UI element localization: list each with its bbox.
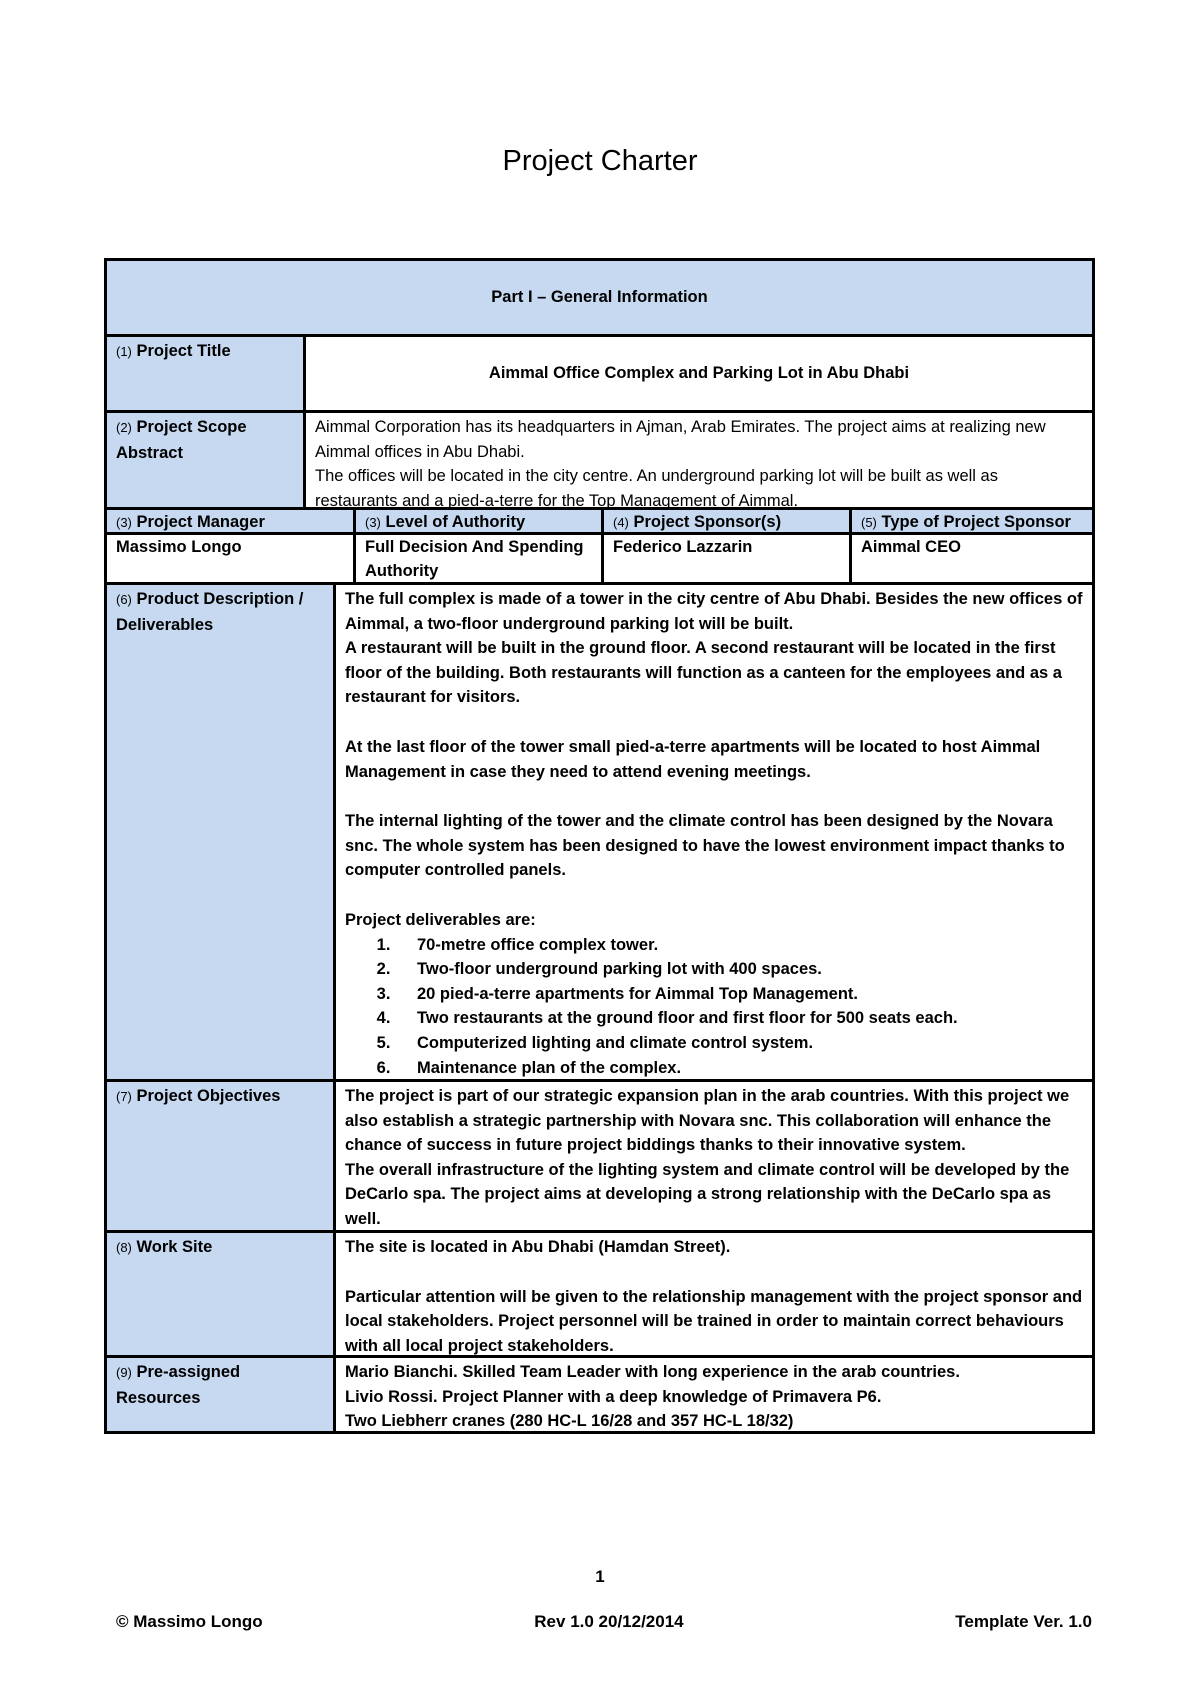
sponsor-type-label [852, 510, 1092, 532]
field-number: (8) [116, 1240, 132, 1255]
resource-line: Livio Rossi. Project Planner with a deep knowledge of Primavera P6. [345, 1387, 882, 1406]
scope-line: The offices will be located in the city centre. An underground parking lot will be built as well as restaurants and a pied-a-terre for the Top Management of Aimmal. [315, 467, 998, 510]
field-label: Project Title [136, 342, 231, 360]
field-label: Level of Authority [385, 513, 526, 531]
page-footer [116, 1612, 1092, 1632]
resources-label [107, 1358, 336, 1431]
people-header-row [104, 507, 1095, 535]
sponsor-label [604, 510, 852, 532]
charter-table [104, 258, 1095, 1434]
list-item: 6. Maintenance plan of the complex. [395, 1056, 1083, 1081]
product-paragraph: The internal lighting of the tower and the climate control has been designed by the Novara snc. The whole system has been designed to have the lowest environment impact thanks to computer controlled panels. [345, 812, 1065, 880]
authority-label [356, 510, 604, 532]
field-label: Type of Project Sponsor [881, 513, 1071, 531]
project-title-row [104, 334, 1095, 413]
field-label: Project Objectives [136, 1087, 281, 1105]
list-item: 1. 70-metre office complex tower. [395, 933, 1083, 958]
field-number: (1) [116, 344, 132, 359]
field-number: (6) [116, 592, 132, 607]
scope-row [104, 410, 1095, 510]
resources-row [104, 1355, 1095, 1434]
product-row [104, 582, 1095, 1082]
objectives-paragraph: The overall infrastructure of the lighting system and climate control will be developed by the DeCarlo spa. The project aims at developing a strong relationship with the DeCarlo spa as well. [345, 1160, 1070, 1228]
sponsor-type-value: Aimmal CEO [861, 538, 961, 556]
field-number: (7) [116, 1089, 132, 1104]
people-value-row [104, 532, 1095, 585]
scope-label [107, 413, 306, 507]
page-number: 1 [595, 1567, 605, 1586]
work-site-paragraph: Particular attention will be given to the relationship management with the project sponsor and local stakeholders. Project personnel will be trained in order to maintain correct behaviours with all local project stakeholders. [345, 1287, 1083, 1355]
field-number: (9) [116, 1365, 132, 1380]
project-title-label [107, 337, 306, 410]
field-label: Project Manager [136, 513, 265, 531]
objectives-label [107, 1082, 336, 1230]
product-paragraph: At the last floor of the tower small pied-a-terre apartments will be located to host Aimmal Management in case they need to attend evening meetings. [345, 737, 1041, 781]
project-title-value: Aimmal Office Complex and Parking Lot in Abu Dhabi [488, 364, 910, 383]
resource-line: Two Liebherr cranes (280 HC-L 16/28 and 357 HC-L 18/32) [345, 1412, 794, 1431]
objectives-row [104, 1079, 1095, 1233]
field-number: (5) [861, 515, 877, 530]
deliverables-intro: Project deliverables are: [345, 910, 536, 929]
footer-revision: Rev 1.0 20/12/2014 [534, 1612, 684, 1631]
part-header: Part I – General Information [491, 288, 708, 307]
product-paragraph: A restaurant will be built in the ground floor. A second restaurant will be located in the first floor of the building. Both restaurants will function as a canteen for the employees and as a restaurant for visitors. [345, 639, 1062, 707]
product-paragraph: The full complex is made of a tower in the city centre of Abu Dhabi. Besides the new offices of Aimmal, a two-floor underground parking lot will be built. [345, 590, 1083, 633]
resource-line: Mario Bianchi. Skilled Team Leader with long experience in the arab countries. [345, 1363, 960, 1381]
list-item: 2. Two-floor underground parking lot with 400 spaces. [395, 957, 1083, 982]
list-item: 4. Two restaurants at the ground floor and first floor for 500 seats each. [395, 1006, 1083, 1031]
field-label: Work Site [136, 1238, 213, 1256]
objectives-value [336, 1082, 1092, 1230]
manager-value: Massimo Longo [107, 535, 356, 582]
field-label: Product Description / Deliverables [116, 590, 304, 634]
sponsor-value: Federico Lazzarin [604, 535, 852, 582]
work-site-value [336, 1233, 1092, 1355]
document-title: Project Charter [502, 145, 698, 177]
objectives-paragraph: The project is part of our strategic expansion plan in the arab countries. With this project we also establish a strategic partnership with Novara snc. This collaboration will enhance the chance of success in future project biddings thanks to their innovative system. [345, 1087, 1070, 1155]
field-label: Project Scope Abstract [116, 418, 247, 462]
field-label: Pre-assigned Resources [116, 1363, 241, 1407]
work-site-row [104, 1230, 1095, 1358]
list-item: 5. Computerized lighting and climate control system. [395, 1031, 1083, 1056]
footer-copyright: © Massimo Longo [116, 1612, 263, 1631]
field-label: Project Sponsor(s) [633, 513, 782, 531]
field-number: (3) [365, 515, 381, 530]
authority-value: Full Decision And Spending Authority [356, 535, 604, 582]
product-value [336, 585, 1092, 1079]
work-site-paragraph: The site is located in Abu Dhabi (Hamdan Street). [345, 1238, 731, 1256]
footer-template-version: Template Ver. 1.0 [955, 1612, 1092, 1631]
resources-value [336, 1358, 1092, 1431]
product-label [107, 585, 336, 1079]
work-site-label [107, 1233, 336, 1355]
deliverables-list [345, 933, 1083, 1081]
manager-label [107, 510, 356, 532]
scope-line: Aimmal Corporation has its headquarters in Ajman, Arab Emirates. The project aims at realizing new Aimmal offices in Abu Dhabi. [315, 418, 1046, 461]
field-number: (2) [116, 420, 132, 435]
field-number: (4) [613, 515, 629, 530]
part-header-row [104, 258, 1095, 337]
scope-value [306, 413, 1092, 510]
list-item: 3. 20 pied-a-terre apartments for Aimmal Top Management. [395, 982, 1083, 1007]
field-number: (3) [116, 515, 132, 530]
